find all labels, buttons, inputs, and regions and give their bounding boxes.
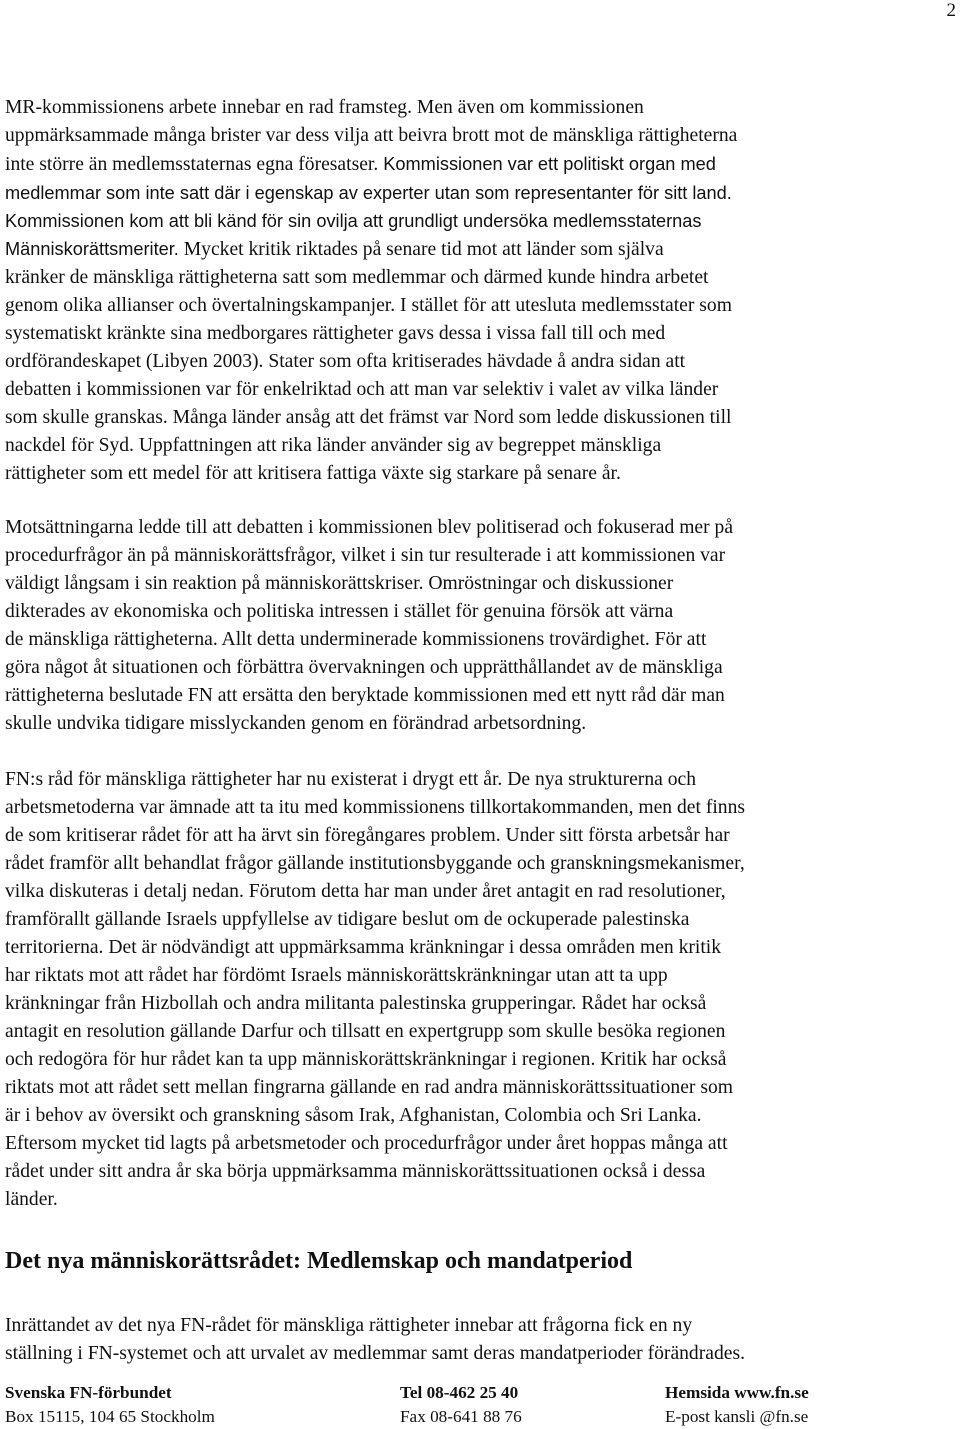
- text-line: och redogöra för hur rådet kan ta upp människorättskränkningar i regionen. Kritik har också: [5, 1049, 727, 1070]
- text-line: vilka diskuteras i detalj nedan. Förutom detta har man under året antagit en rad resolutioner,: [5, 881, 726, 902]
- paragraph-1: [5, 94, 940, 488]
- text-line: Människorättsmeriter. Mycket kritik riktades på senare tid mot att länder som själva: [5, 239, 664, 260]
- footer-org-name: Svenska FN-förbundet: [5, 1383, 172, 1402]
- text-line: systematiskt kränkte sina medborgares rättigheter gavs dessa i vissa fall till och med: [5, 323, 666, 344]
- text-line: göra något åt situationen och förbättra övervakningen och upprätthållandet av de mänskliga: [5, 657, 723, 678]
- text-line: Kommissionen kom att bli känd för sin ovilja att grundligt undersöka medlemsstaternas: [5, 211, 702, 231]
- document-body: [5, 94, 940, 1364]
- text-line: Inrättandet av det nya FN-rådet för mänskliga rättigheter innebar att frågorna fick en ny: [5, 1315, 693, 1336]
- text-line: skulle undvika tidigare misslyckanden genom en förändrad arbetsordning.: [5, 713, 587, 734]
- paragraph-after-heading: [5, 1312, 745, 1368]
- footer-address: Box 15115, 104 65 Stockholm: [5, 1407, 215, 1426]
- text-line: länder.: [5, 1189, 58, 1210]
- text-line: rådet framför allt behandlat frågor gällande institutionsbyggande och granskningsmekanismer,: [5, 853, 745, 874]
- text-line: procedurfrågor än på människorättsfrågor, vilket i sin tur resulterade i att kommissionen var: [5, 545, 726, 566]
- footer-email: E-post kansli @fn.se: [665, 1407, 809, 1426]
- footer-web-column: [665, 1381, 809, 1429]
- text-line: rättigheter som ett medel för att kritisera fattiga växte sig starkare på senare år.: [5, 463, 621, 484]
- text-line: ordförandeskapet (Libyen 2003). Stater som ofta kritiserades hävdade å andra sidan att: [5, 351, 686, 372]
- text-line: debatten i kommissionen var för enkelriktad och att man var selektiv i valet av vilka länder: [5, 379, 719, 400]
- footer-phone: Tel 08-462 25 40: [400, 1383, 519, 1402]
- text-line: territorierna. Det är nödvändigt att uppmärksamma kränkningar i dessa områden men kritik: [5, 937, 722, 958]
- text-line: har riktats mot att rådet har fördömt Israels människorättskränkningar utan att ta upp: [5, 965, 668, 986]
- text-line: rättigheterna beslutade FN att ersätta den beryktade kommissionen med ett nytt råd där man: [5, 685, 725, 706]
- text-line: medlemmar som inte satt där i egenskap av experter utan som representanter för sitt land.: [5, 183, 732, 203]
- footer-org-column: [5, 1381, 215, 1429]
- text-line: FN:s råd för mänskliga rättigheter har nu existerat i drygt ett år. De nya strukturerna och: [5, 769, 697, 790]
- text-line: Motsättningarna ledde till att debatten i kommissionen blev politiserad och fokuserad mer på: [5, 517, 734, 538]
- text-line: Eftersom mycket tid lagts på arbetsmetoder och procedurfrågor under året hoppas många att: [5, 1133, 728, 1154]
- paragraph-2: [5, 514, 733, 738]
- text-line: arbetsmetoderna var ämnade att ta itu med kommissionens tillkortakommanden, men det finns: [5, 797, 746, 818]
- text-line: ställning i FN-systemet och att urvalet av medlemmar samt deras mandatperioder förändrades.: [5, 1343, 745, 1364]
- text-line: rådet under sitt andra år ska börja uppmärksamma människorättssituationen också i dessa: [5, 1161, 706, 1182]
- text-line: är i behov av översikt och granskning såsom Irak, Afghanistan, Colombia och Sri Lanka.: [5, 1105, 702, 1126]
- text-line: genom olika allianser och övertalningskampanjer. I stället för att utesluta medlemsstater som: [5, 295, 732, 316]
- text-line: väldigt långsam i sin reaktion på människorättskriser. Omröstningar och diskussioner: [5, 573, 674, 594]
- text-line: dikterades av ekonomiska och politiska intressen i stället för genuina försök att värna: [5, 601, 674, 622]
- text-line: riktats mot att rådet sett mellan fingrarna gällande en rad andra människorättssituationer som: [5, 1077, 734, 1098]
- footer-contact-column: [400, 1381, 522, 1429]
- text-line: de mänskliga rättigheterna. Allt detta underminerade kommissionens trovärdighet. För att: [5, 629, 707, 650]
- text-line: kränkningar från Hizbollah och andra militanta palestinska grupperingar. Rådet har också: [5, 993, 707, 1014]
- text-line: uppmärksammade många brister var dess vilja att beivra brott mot de mänskliga rättigheterna: [5, 125, 738, 146]
- page-number: 2: [946, 0, 956, 21]
- text-line: nackdel för Syd. Uppfattningen att rika länder använder sig av begreppet mänskliga: [5, 435, 662, 456]
- text-line: de som kritiserar rådet för att ha ärvt sin föregångares problem. Under sitt första arbetsår har: [5, 825, 730, 846]
- footer-website: Hemsida www.fn.se: [665, 1383, 809, 1402]
- text-line: som skulle granskas. Många länder ansåg att det främst var Nord som ledde diskussionen till: [5, 407, 732, 428]
- footer-fax: Fax 08-641 88 76: [400, 1407, 522, 1426]
- text-line: antagit en resolution gällande Darfur och tillsatt en expertgrupp som skulle besöka regionen: [5, 1021, 726, 1042]
- text-line: inte större än medlemsstaternas egna föresatser. Kommissionen var ett politiskt organ med: [5, 154, 716, 175]
- text-line: framförallt gällande Israels uppfyllelse av tidigare beslut om de ockuperade palestinska: [5, 909, 690, 930]
- text-line: kränker de mänskliga rättigheterna satt som medlemmar och därmed kunde hindra arbetet: [5, 267, 709, 288]
- section-heading: Det nya människorättsrådet: Medlemskap och mandatperiod: [5, 1248, 633, 1274]
- paragraph-3: [5, 766, 745, 1214]
- text-line: MR-kommissionens arbete innebar en rad framsteg. Men även om kommissionen: [5, 97, 644, 118]
